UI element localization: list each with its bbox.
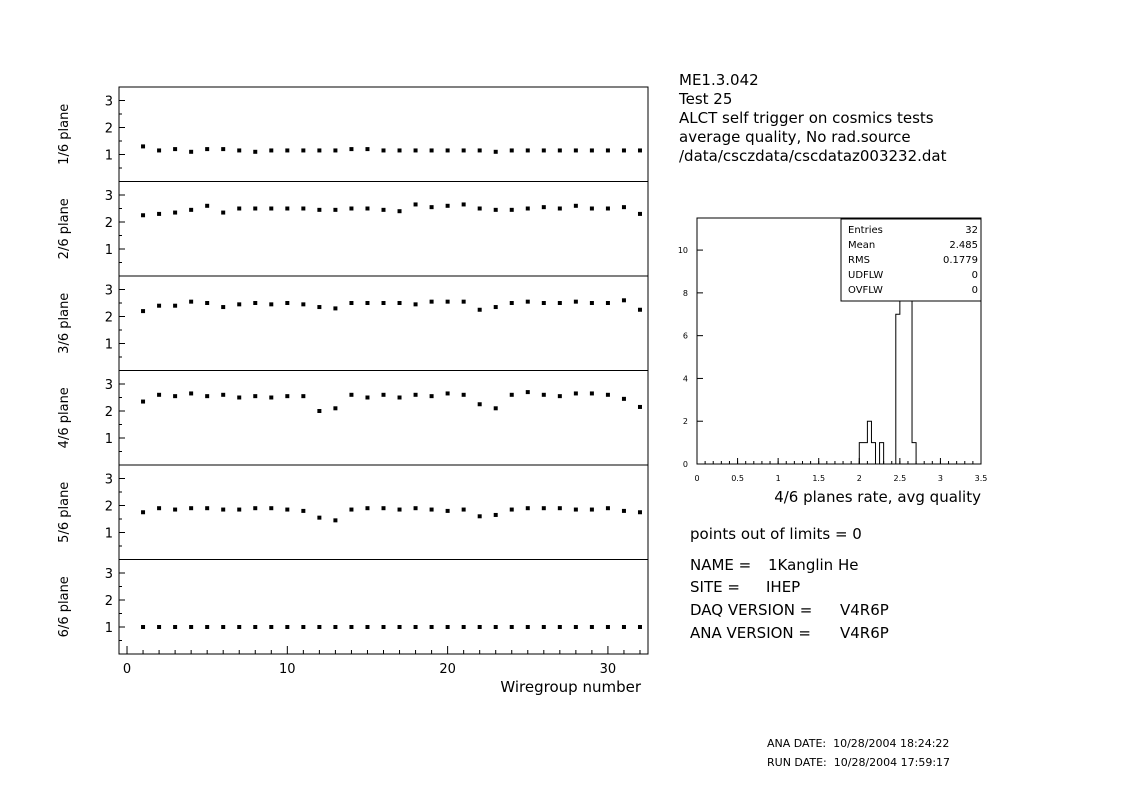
histogram-bin xyxy=(863,443,867,464)
data-point xyxy=(269,207,273,211)
stats-value: 0 xyxy=(971,285,978,296)
data-point xyxy=(269,625,273,629)
y-tick-label: 3 xyxy=(104,94,113,110)
data-point xyxy=(638,148,642,152)
data-point xyxy=(494,625,498,629)
data-point xyxy=(269,302,273,306)
histogram-bin xyxy=(908,293,912,464)
daq-version-value: V4R6P xyxy=(840,601,889,619)
data-point xyxy=(574,148,578,152)
data-point xyxy=(430,394,434,398)
data-point xyxy=(301,394,305,398)
site-label: SITE = xyxy=(690,578,740,596)
data-point xyxy=(285,625,289,629)
data-point xyxy=(478,207,482,211)
data-point xyxy=(542,301,546,305)
panel-ylabel: 1/6 plane xyxy=(57,103,72,165)
data-point xyxy=(205,394,209,398)
data-point xyxy=(382,506,386,510)
data-point xyxy=(542,506,546,510)
data-point xyxy=(173,211,177,215)
data-point xyxy=(365,396,369,400)
data-point xyxy=(462,300,466,304)
data-point xyxy=(462,148,466,152)
data-point xyxy=(221,625,225,629)
data-point xyxy=(221,147,225,151)
data-point xyxy=(269,396,273,400)
data-point xyxy=(285,207,289,211)
y-tick-label: 3 xyxy=(104,567,113,582)
data-point xyxy=(430,508,434,512)
y-tick-label: 3 xyxy=(104,472,113,488)
histogram-bin xyxy=(871,443,875,464)
data-point xyxy=(365,207,369,211)
data-point xyxy=(349,207,353,211)
data-point xyxy=(590,148,594,152)
y-tick-label: 1 xyxy=(104,243,113,258)
data-point xyxy=(141,510,145,514)
hist-y-tick-label: 10 xyxy=(677,246,688,256)
data-point xyxy=(285,394,289,398)
panel-ylabel: 5/6 plane xyxy=(57,481,72,543)
hist-y-tick-label: 0 xyxy=(682,460,688,469)
stats-value: 0 xyxy=(971,270,978,281)
data-point xyxy=(301,302,305,306)
data-point xyxy=(414,202,418,206)
data-point xyxy=(301,207,305,211)
data-point xyxy=(606,207,610,211)
data-point xyxy=(478,625,482,629)
hist-x-tick-label: 3 xyxy=(937,474,943,483)
data-point xyxy=(574,508,578,512)
data-point xyxy=(446,509,450,513)
data-point xyxy=(494,208,498,212)
name-value: 1Kanglin He xyxy=(768,556,859,574)
data-point xyxy=(205,506,209,510)
hist-x-tick-label: 2.5 xyxy=(893,474,907,483)
histogram-bin xyxy=(912,443,916,464)
data-point xyxy=(414,302,418,306)
y-tick-label: 1 xyxy=(104,621,113,636)
data-point xyxy=(285,508,289,512)
data-point xyxy=(510,148,514,152)
data-point xyxy=(478,148,482,152)
data-point xyxy=(205,147,209,151)
data-point xyxy=(237,148,241,152)
panel-frame xyxy=(119,465,648,560)
y-tick-label: 1 xyxy=(104,526,113,542)
data-point xyxy=(382,301,386,305)
data-point xyxy=(285,148,289,152)
data-point xyxy=(430,148,434,152)
data-point xyxy=(510,208,514,212)
data-point xyxy=(622,509,626,513)
data-point xyxy=(526,148,530,152)
stats-label: Entries xyxy=(848,225,883,236)
daq-version-label: DAQ VERSION = xyxy=(690,601,813,619)
data-point xyxy=(157,393,161,397)
data-point xyxy=(349,508,353,512)
y-tick-label: 3 xyxy=(104,378,113,393)
data-point xyxy=(462,202,466,206)
data-point xyxy=(237,302,241,306)
panel-ylabel: 3/6 plane xyxy=(57,292,72,354)
data-point xyxy=(590,301,594,305)
x-tick-label: 10 xyxy=(279,662,296,677)
data-point xyxy=(157,625,161,629)
data-point xyxy=(382,208,386,212)
ana-date: ANA DATE: 10/28/2004 18:24:22 xyxy=(767,737,950,750)
histogram-bin xyxy=(900,293,904,464)
y-tick-label: 2 xyxy=(104,594,113,609)
data-point xyxy=(462,508,466,512)
chamber-id: ME1.3.042 xyxy=(679,71,759,89)
data-point xyxy=(590,207,594,211)
data-point xyxy=(317,208,321,212)
data-point xyxy=(590,508,594,512)
data-point xyxy=(301,509,305,513)
data-point xyxy=(478,514,482,518)
hist-y-tick-label: 8 xyxy=(682,288,688,298)
data-point xyxy=(253,394,257,398)
test-description: ALCT self trigger on cosmics tests xyxy=(679,109,934,127)
hist-y-tick-label: 4 xyxy=(682,374,688,384)
data-point xyxy=(237,625,241,629)
data-point xyxy=(510,301,514,305)
stats-value: 32 xyxy=(965,225,978,236)
data-point xyxy=(173,394,177,398)
data-point xyxy=(414,625,418,629)
data-point xyxy=(542,393,546,397)
data-point xyxy=(622,298,626,302)
y-tick-label: 2 xyxy=(104,405,113,420)
data-point xyxy=(317,305,321,309)
data-point xyxy=(398,301,402,305)
hist-x-tick-label: 1 xyxy=(775,474,781,483)
data-point xyxy=(510,625,514,629)
data-point xyxy=(333,406,337,410)
data-point xyxy=(173,147,177,151)
data-point xyxy=(173,508,177,512)
data-point xyxy=(638,308,642,312)
data-point xyxy=(414,393,418,397)
panel-frame xyxy=(119,87,648,182)
hist-x-tick-label: 0 xyxy=(694,474,700,483)
data-point xyxy=(221,393,225,397)
data-point xyxy=(638,405,642,409)
data-point xyxy=(446,204,450,208)
panel-frame xyxy=(119,371,648,466)
histogram-bin xyxy=(867,421,871,464)
hist-y-tick-label: 2 xyxy=(682,417,688,427)
data-point xyxy=(237,396,241,400)
data-point xyxy=(478,308,482,312)
data-point xyxy=(141,625,145,629)
stats-label: OVFLW xyxy=(848,285,883,296)
data-point xyxy=(157,212,161,216)
data-point xyxy=(494,406,498,410)
panel-frame xyxy=(119,276,648,371)
data-point xyxy=(558,394,562,398)
y-tick-label: 1 xyxy=(104,148,113,164)
hist-x-tick-label: 3.5 xyxy=(974,474,988,483)
data-point xyxy=(526,390,530,394)
data-point xyxy=(446,625,450,629)
data-point xyxy=(365,147,369,151)
data-point xyxy=(253,625,257,629)
data-point xyxy=(478,402,482,406)
data-point xyxy=(189,506,193,510)
data-point xyxy=(317,148,321,152)
data-point xyxy=(638,510,642,514)
data-point xyxy=(558,506,562,510)
data-point xyxy=(333,208,337,212)
data-point xyxy=(333,518,337,522)
run-date: RUN DATE: 10/28/2004 17:59:17 xyxy=(767,756,951,769)
panel-frame xyxy=(119,560,648,655)
ana-version-label: ANA VERSION = xyxy=(690,624,811,642)
panel-ylabel: 2/6 plane xyxy=(57,198,72,260)
data-point xyxy=(189,625,193,629)
histogram-bin xyxy=(859,443,863,464)
stats-value: 2.485 xyxy=(949,240,978,251)
data-point xyxy=(606,393,610,397)
data-point xyxy=(285,301,289,305)
hist-x-axis-label: 4/6 planes rate, avg quality xyxy=(774,488,981,506)
data-point xyxy=(446,148,450,152)
data-point xyxy=(574,391,578,395)
y-tick-label: 2 xyxy=(104,499,113,515)
y-tick-label: 2 xyxy=(104,121,113,137)
data-point xyxy=(494,513,498,517)
panel-frame xyxy=(119,182,648,277)
data-point xyxy=(333,625,337,629)
data-point xyxy=(221,211,225,215)
hist-x-tick-label: 2 xyxy=(856,474,862,483)
data-point xyxy=(349,393,353,397)
data-point xyxy=(606,506,610,510)
hist-x-tick-label: 0.5 xyxy=(731,474,744,483)
data-point xyxy=(141,213,145,217)
data-point xyxy=(317,625,321,629)
data-point xyxy=(542,205,546,209)
stats-label: UDFLW xyxy=(848,270,884,281)
stats-value: 0.1779 xyxy=(943,255,978,266)
data-point xyxy=(173,625,177,629)
data-point xyxy=(333,306,337,310)
data-point xyxy=(510,393,514,397)
data-point xyxy=(205,625,209,629)
data-point xyxy=(365,506,369,510)
data-point xyxy=(157,506,161,510)
data-point xyxy=(606,148,610,152)
x-axis-label: Wiregroup number xyxy=(500,678,641,696)
y-tick-label: 1 xyxy=(104,432,113,447)
data-point xyxy=(205,204,209,208)
y-tick-label: 1 xyxy=(104,337,113,353)
data-point xyxy=(301,148,305,152)
data-point xyxy=(414,148,418,152)
histogram-bin xyxy=(880,443,884,464)
data-point xyxy=(382,148,386,152)
data-point xyxy=(157,304,161,308)
data-point xyxy=(349,625,353,629)
data-point xyxy=(365,301,369,305)
data-point xyxy=(638,625,642,629)
data-point xyxy=(221,305,225,309)
data-point xyxy=(237,207,241,211)
data-point xyxy=(430,300,434,304)
data-point xyxy=(398,396,402,400)
panel-ylabel: 6/6 plane xyxy=(57,576,72,638)
data-point xyxy=(446,300,450,304)
data-point xyxy=(237,508,241,512)
data-point xyxy=(542,625,546,629)
histogram-bin xyxy=(896,314,900,464)
data-point xyxy=(622,625,626,629)
data-point xyxy=(157,148,161,152)
data-point xyxy=(622,397,626,401)
data-point xyxy=(317,409,321,413)
hist-x-tick-label: 1.5 xyxy=(812,474,826,483)
data-point xyxy=(622,148,626,152)
stats-label: Mean xyxy=(848,240,876,251)
data-point xyxy=(141,144,145,148)
data-point xyxy=(558,207,562,211)
data-point xyxy=(414,506,418,510)
data-point xyxy=(317,516,321,520)
data-point xyxy=(430,625,434,629)
name-label: NAME = xyxy=(690,556,752,574)
data-point xyxy=(590,391,594,395)
data-point xyxy=(398,625,402,629)
data-point xyxy=(574,204,578,208)
x-tick-label: 20 xyxy=(439,662,456,677)
data-point xyxy=(349,147,353,151)
data-file-path: /data/csczdata/cscdataz003232.dat xyxy=(679,147,947,165)
data-point xyxy=(301,625,305,629)
test-number: Test 25 xyxy=(679,90,733,108)
data-point xyxy=(590,625,594,629)
limits-summary: points out of limits = 0 xyxy=(690,525,862,543)
data-point xyxy=(141,309,145,313)
data-point xyxy=(398,508,402,512)
data-point xyxy=(205,301,209,305)
data-point xyxy=(141,400,145,404)
data-point xyxy=(462,393,466,397)
data-point xyxy=(269,506,273,510)
data-point xyxy=(606,301,610,305)
data-point xyxy=(622,205,626,209)
y-tick-label: 2 xyxy=(104,216,113,231)
y-tick-label: 2 xyxy=(104,310,113,326)
data-point xyxy=(526,207,530,211)
data-point xyxy=(510,508,514,512)
data-point xyxy=(173,304,177,308)
data-point xyxy=(382,393,386,397)
data-point xyxy=(269,148,273,152)
data-point xyxy=(398,148,402,152)
data-point xyxy=(430,205,434,209)
data-point xyxy=(542,148,546,152)
data-point xyxy=(189,150,193,154)
data-point xyxy=(606,625,610,629)
x-tick-label: 30 xyxy=(599,662,617,677)
ana-version-value: V4R6P xyxy=(840,624,889,642)
data-point xyxy=(253,301,257,305)
data-point xyxy=(558,148,562,152)
data-point xyxy=(462,625,466,629)
data-point xyxy=(349,301,353,305)
data-point xyxy=(558,625,562,629)
data-point xyxy=(558,301,562,305)
data-point xyxy=(574,300,578,304)
metric-description: average quality, No rad.source xyxy=(679,128,911,146)
data-point xyxy=(221,508,225,512)
data-point xyxy=(333,148,337,152)
stats-label: RMS xyxy=(848,255,870,266)
x-tick-label: 0 xyxy=(122,662,132,677)
panel-ylabel: 4/6 plane xyxy=(57,387,72,449)
data-point xyxy=(382,625,386,629)
data-point xyxy=(494,150,498,154)
data-point xyxy=(526,625,530,629)
data-point xyxy=(365,625,369,629)
data-point xyxy=(189,208,193,212)
data-point xyxy=(494,305,498,309)
data-point xyxy=(253,207,257,211)
data-point xyxy=(189,300,193,304)
y-tick-label: 3 xyxy=(104,283,113,299)
y-tick-label: 3 xyxy=(104,189,113,204)
data-point xyxy=(253,150,257,154)
data-point xyxy=(446,391,450,395)
hist-y-tick-label: 6 xyxy=(682,331,688,341)
data-point xyxy=(638,212,642,216)
data-point xyxy=(189,391,193,395)
data-point xyxy=(253,506,257,510)
data-point xyxy=(574,625,578,629)
data-point xyxy=(398,209,402,213)
site-value: IHEP xyxy=(766,578,801,596)
data-point xyxy=(526,300,530,304)
data-point xyxy=(526,506,530,510)
